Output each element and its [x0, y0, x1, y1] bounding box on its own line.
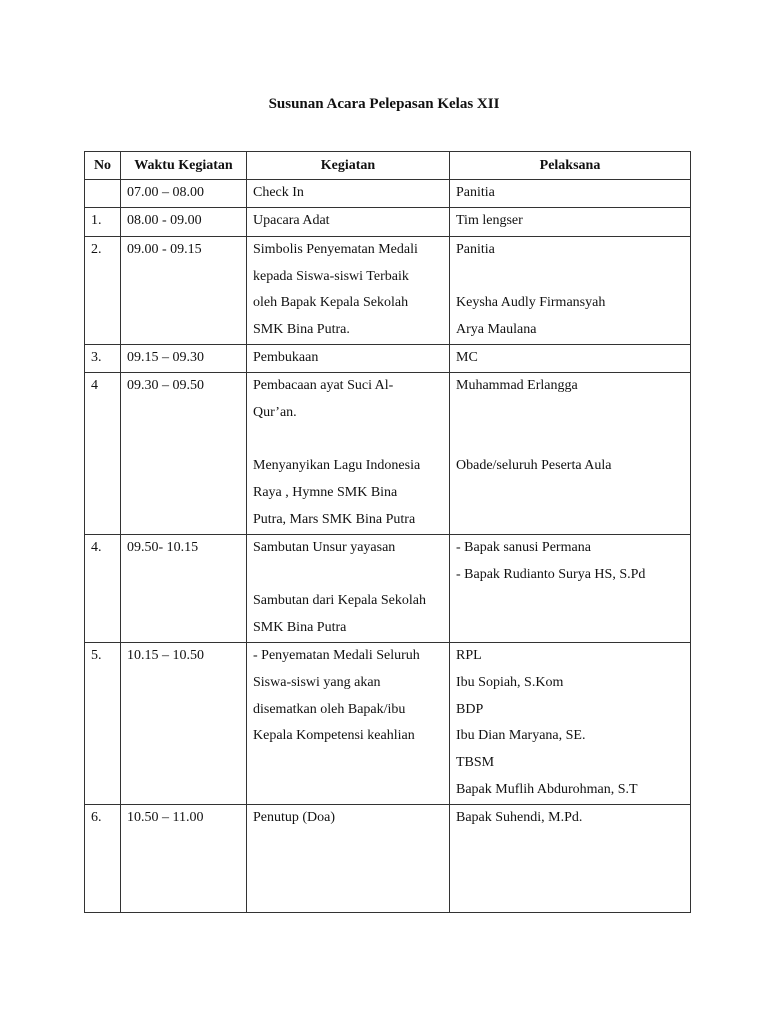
- row-activity-line: Siswa-siswi yang akan: [253, 674, 381, 690]
- row-activity-line: Qur’an.: [253, 404, 297, 420]
- table-row: [85, 642, 691, 804]
- row-executor-line: MC: [456, 349, 478, 365]
- agenda-table: [84, 151, 691, 913]
- row-activity-line: [253, 426, 443, 453]
- row-activity-line: Kepala Kompetensi keahlian: [253, 728, 415, 744]
- row-number: [85, 180, 121, 208]
- row-activity: [247, 804, 450, 912]
- row-executor-line: - Bapak Rudianto Surya HS, S.Pd: [456, 566, 646, 582]
- row-activity-line: SMK Bina Putra: [253, 620, 347, 636]
- document-title: Susunan Acara Pelepasan Kelas XII: [268, 96, 500, 112]
- row-number: 6.: [85, 804, 121, 912]
- row-executor-line: Panitia: [456, 241, 495, 257]
- row-activity: [247, 207, 450, 236]
- row-executor-line: Tim lengser: [456, 212, 523, 228]
- header-time: Waktu Kegiatan: [121, 152, 247, 180]
- row-time: 07.00 – 08.00: [121, 180, 247, 208]
- row-activity-line: Menyanyikan Lagu Indonesia: [253, 458, 421, 474]
- row-time: 09.30 – 09.50: [121, 372, 247, 534]
- row-activity-line: Raya , Hymne SMK Bina: [253, 484, 398, 500]
- row-executor-line: RPL: [456, 647, 482, 663]
- row-number: 2.: [85, 236, 121, 344]
- row-number: 4: [85, 372, 121, 534]
- row-number: 4.: [85, 534, 121, 642]
- row-time: 08.00 - 09.00: [121, 207, 247, 236]
- row-executor: [450, 236, 691, 344]
- row-number: 1.: [85, 207, 121, 236]
- row-executor-line: [456, 615, 684, 642]
- row-executor: [450, 372, 691, 534]
- row-executor: [450, 180, 691, 208]
- row-executor-line: - Bapak sanusi Permana: [456, 539, 591, 555]
- row-time: 09.50- 10.15: [121, 534, 247, 642]
- row-executor-line: BDP: [456, 701, 484, 717]
- row-executor: [450, 642, 691, 804]
- row-activity-line: [253, 777, 443, 804]
- table-header-row: [85, 152, 691, 180]
- row-activity-line: disematkan oleh Bapak/ibu: [253, 701, 406, 717]
- row-activity-line: Upacara Adat: [253, 212, 330, 228]
- table-row: [85, 236, 691, 344]
- row-time: 10.15 – 10.50: [121, 642, 247, 804]
- row-executor-line: Ibu Dian Maryana, SE.: [456, 728, 586, 744]
- row-activity-line: [253, 562, 443, 589]
- header-activity: Kegiatan: [247, 152, 450, 180]
- row-executor-line: [456, 400, 684, 427]
- row-executor-line: Bapak Muflih Abdurohman, S.T: [456, 781, 638, 797]
- row-executor-line: Ibu Sopiah, S.Kom: [456, 674, 564, 690]
- row-executor-line: Muhammad Erlangga: [456, 377, 578, 393]
- row-activity: [247, 180, 450, 208]
- row-activity-line: Check In: [253, 185, 304, 200]
- row-number: 5.: [85, 642, 121, 804]
- row-activity-line: Putra, Mars SMK Bina Putra: [253, 511, 416, 527]
- row-time: 10.50 – 11.00: [121, 804, 247, 912]
- row-activity: [247, 372, 450, 534]
- agenda-body: [85, 180, 691, 913]
- row-executor: [450, 344, 691, 372]
- row-executor-line: [456, 507, 684, 534]
- header-executor: Pelaksana: [450, 152, 691, 180]
- row-activity: [247, 534, 450, 642]
- row-activity: [247, 344, 450, 372]
- row-activity-line: - Penyematan Medali Seluruh: [253, 647, 420, 663]
- row-executor-line: [456, 588, 684, 615]
- row-activity-line: Sambutan Unsur yayasan: [253, 539, 396, 555]
- table-row: [85, 372, 691, 534]
- row-activity-line: SMK Bina Putra.: [253, 322, 350, 338]
- row-activity-line: Sambutan dari Kepala Sekolah: [253, 593, 427, 609]
- row-executor: [450, 804, 691, 912]
- row-time: 09.15 – 09.30: [121, 344, 247, 372]
- row-executor-line: Arya Maulana: [456, 322, 537, 338]
- row-executor-line: TBSM: [456, 755, 495, 771]
- table-row: [85, 180, 691, 208]
- row-executor: [450, 207, 691, 236]
- row-activity-line: oleh Bapak Kepala Sekolah: [253, 295, 409, 311]
- row-activity-line: Simbolis Penyematan Medali: [253, 241, 418, 257]
- row-activity-line: Pembacaan ayat Suci Al-: [253, 377, 394, 393]
- row-executor-line: [456, 426, 684, 453]
- row-executor-line: Bapak Suhendi, M.Pd.: [456, 809, 583, 825]
- row-number: 3.: [85, 344, 121, 372]
- row-executor-line: Panitia: [456, 185, 495, 200]
- row-time: 09.00 - 09.15: [121, 236, 247, 344]
- row-executor-line: Obade/seluruh Peserta Aula: [456, 458, 612, 474]
- table-row: [85, 804, 691, 912]
- table-row: [85, 344, 691, 372]
- row-activity: [247, 642, 450, 804]
- row-executor: [450, 534, 691, 642]
- row-activity-line: Penutup (Doa): [253, 809, 336, 825]
- row-activity-line: Pembukaan: [253, 349, 319, 365]
- row-activity-line: [253, 750, 443, 777]
- table-row: [85, 534, 691, 642]
- header-no: No: [85, 152, 121, 180]
- row-activity-line: kepada Siswa-siswi Terbaik: [253, 268, 409, 284]
- row-executor-line: Keysha Audly Firmansyah: [456, 295, 606, 311]
- row-executor-line: [456, 480, 684, 507]
- table-row: [85, 207, 691, 236]
- row-executor-line: [456, 264, 684, 291]
- row-activity: [247, 236, 450, 344]
